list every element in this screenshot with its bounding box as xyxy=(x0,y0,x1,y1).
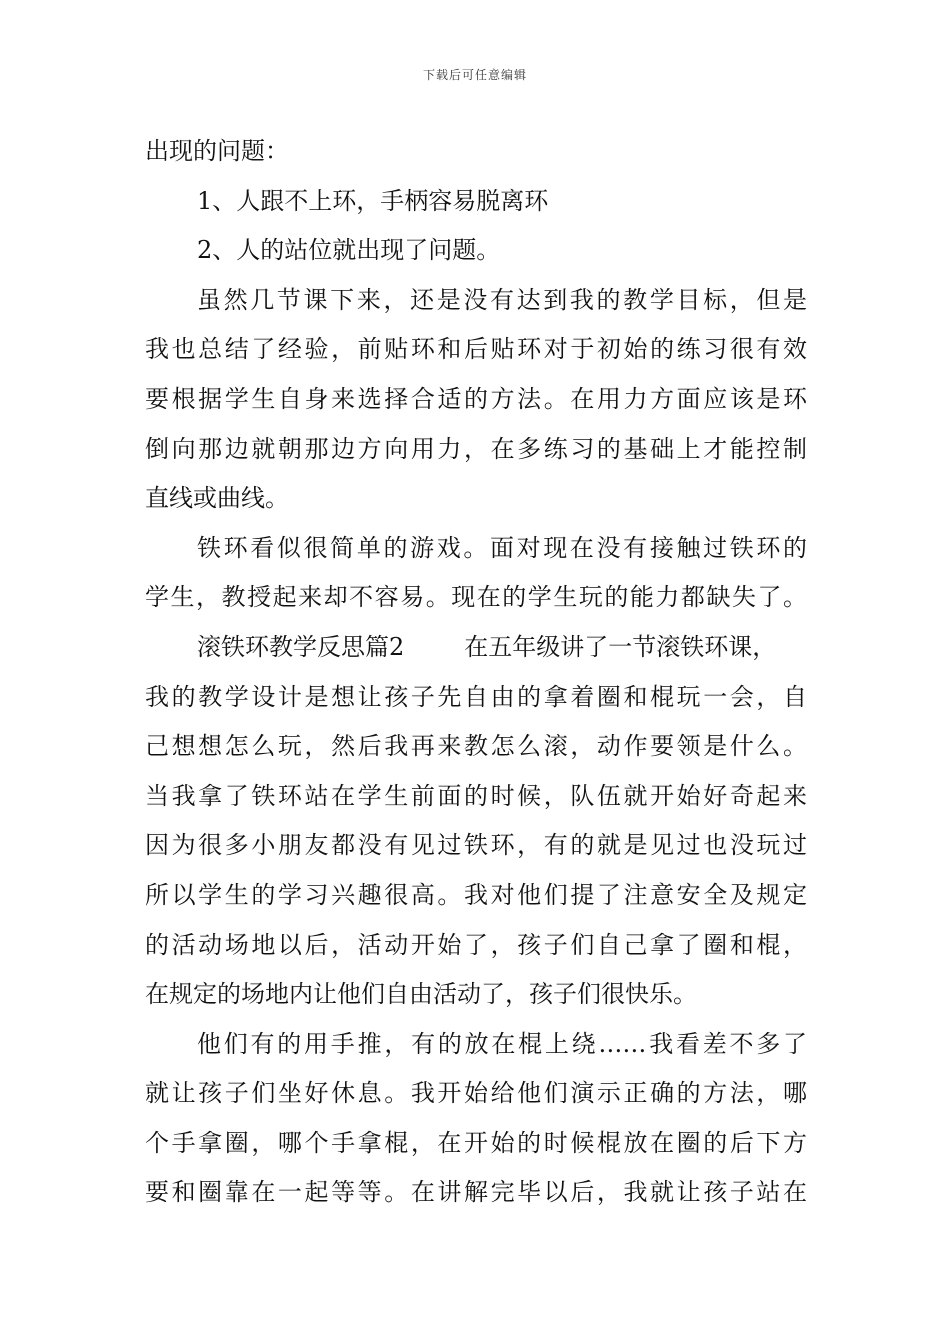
paragraph-line: 要和圈靠在一起等等。在讲解完毕以后，我就让孩子站在 xyxy=(145,1178,807,1207)
section-heading-line xyxy=(145,623,807,673)
paragraph-line: 因为很多小朋友都没有见过铁环，有的就是见过也没玩过 xyxy=(145,831,807,860)
paragraph-line: 所以学生的学习兴趣很高。我对他们提了注意安全及规定 xyxy=(145,880,807,909)
paragraph-line: 要根据学生自身来选择合适的方法。在用力方面应该是环 xyxy=(145,384,807,413)
section-heading: 滚铁环教学反思篇2 xyxy=(197,632,405,661)
text-line: 出现的问题： xyxy=(145,137,289,165)
paragraph-line: 倒向那边就朝那边方向用力，在多练习的基础上才能控制 xyxy=(145,434,807,463)
page-header-note: 下载后可任意编辑 xyxy=(422,68,527,82)
list-item: 2、人的站位就出现了问题。 xyxy=(197,236,501,265)
paragraph-line: 就让孩子们坐好休息。我开始给他们演示正确的方法，哪 xyxy=(145,1079,807,1108)
paragraph-line: 虽然几节课下来，还是没有达到我的教学目标，但是 xyxy=(197,285,807,314)
paragraph-line: 学生，教授起来却不容易。现在的学生玩的能力都缺失了。 xyxy=(145,583,807,612)
paragraph-start: 在五年级讲了一节滚铁环课， xyxy=(464,632,777,661)
paragraph-line: 铁环看似很简单的游戏。面对现在没有接触过铁环的 xyxy=(197,533,807,562)
paragraph-line: 我也总结了经验，前贴环和后贴环对于初始的练习很有效 xyxy=(145,335,807,364)
paragraph-line: 我的教学设计是想让孩子先自由的拿着圈和棍玩一会，自 xyxy=(145,682,807,711)
document-body xyxy=(145,127,807,1218)
paragraph-line: 在规定的场地内让他们自由活动了，孩子们很快乐。 xyxy=(145,980,697,1009)
paragraph-line: 己想想怎么玩，然后我再来教怎么滚，动作要领是什么。 xyxy=(145,732,807,761)
paragraph-line: 他们有的用手推，有的放在棍上绕……我看差不多了 xyxy=(197,1029,807,1058)
paragraph-line: 个手拿圈，哪个手拿棍，在开始的时候棍放在圈的后下方 xyxy=(145,1128,807,1157)
list-item: 1、人跟不上环，手柄容易脱离环 xyxy=(197,186,549,215)
paragraph-line: 直线或曲线。 xyxy=(145,484,289,513)
paragraph-line: 的活动场地以后，活动开始了，孩子们自己拿了圈和棍， xyxy=(145,930,807,959)
paragraph-line: 当我拿了铁环站在学生前面的时候，队伍就开始好奇起来 xyxy=(145,781,807,810)
